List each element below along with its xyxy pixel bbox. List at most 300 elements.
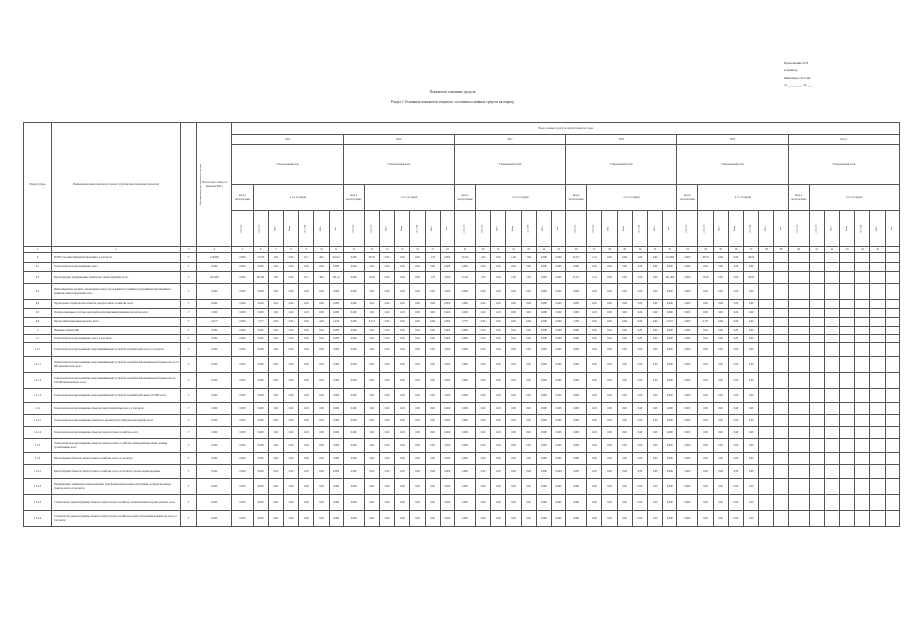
cell-value: 0,000 <box>343 284 364 300</box>
cell-value: 0,00 <box>395 309 410 318</box>
header-label: млн руб. <box>592 224 595 234</box>
cell-value: 0,00 <box>364 327 379 335</box>
commissioning-subheader: ввод в эксплуатацию <box>343 185 364 211</box>
plan-header: Утвержденный план <box>343 145 454 185</box>
cell-value: 0,000 <box>197 439 232 453</box>
leaf-header <box>253 211 268 247</box>
cell-value: 0,000 <box>663 439 677 453</box>
cell-value: 0,00 <box>713 335 728 343</box>
cell-value: 0,000 <box>677 343 698 357</box>
cell-value: 0,00 <box>475 453 490 465</box>
cell-value <box>788 343 809 357</box>
cell-value: 0,000 <box>232 415 253 427</box>
cell-value <box>774 300 788 309</box>
cell-value: 0,000 <box>253 495 268 511</box>
cell-value: 0,00 <box>314 495 329 511</box>
cell-value: 0,00 <box>410 427 425 439</box>
cell-value: 0,000 <box>343 309 364 318</box>
cell-value: 0,00 <box>379 263 394 272</box>
table-row <box>24 327 900 335</box>
cell-value <box>774 357 788 373</box>
cell-value: 0,000 <box>536 373 551 389</box>
cell-value: 0,00 <box>395 403 410 415</box>
cell-value: 0,00 <box>744 357 759 373</box>
cell-value <box>840 495 855 511</box>
cell-value <box>809 335 824 343</box>
cell-value: 0,00 <box>283 327 298 335</box>
cell-value: 0,000 <box>536 453 551 465</box>
cell-value <box>855 439 870 453</box>
cell-value: 0,00 <box>314 403 329 415</box>
cell-value <box>759 453 774 465</box>
cell-value: 0,000 <box>329 453 343 465</box>
cell-value: 0,00 <box>475 495 490 511</box>
cell-value: 0,000 <box>566 309 587 318</box>
cell-value <box>855 465 870 479</box>
cell-value: 0,000 <box>677 403 698 415</box>
cell-value <box>885 343 899 357</box>
cell-value: 0,00 <box>587 465 602 479</box>
cell-value: 0,00 <box>617 318 632 327</box>
column-number: 1 <box>24 247 52 253</box>
cell-value <box>885 272 899 284</box>
leaf-header <box>788 211 809 247</box>
cell-value: 0,000 <box>440 335 454 343</box>
row-name: Технологическое присоединение энергопринимающих устройств потребителей, всего, в том числе: <box>52 343 181 357</box>
cell-value: 0,00 <box>602 335 617 343</box>
cell-value: 0,00 <box>713 403 728 415</box>
cell-value: 0,00 <box>506 357 521 373</box>
cell-value: 1,000 <box>566 318 587 327</box>
cell-value: 0,00 <box>475 511 490 527</box>
leaf-header <box>440 211 454 247</box>
column-number: 43 <box>840 247 855 253</box>
cell-value: 0,00 <box>314 415 329 427</box>
cell-value: 0,00 <box>521 495 536 511</box>
cell-value: 0,000 <box>663 495 677 511</box>
cell-value: 0,000 <box>536 263 551 272</box>
cell-value: 0,000 <box>232 309 253 318</box>
cell-value <box>759 318 774 327</box>
cell-value: 1,00 <box>506 272 521 284</box>
header-label: МВт <box>496 226 499 232</box>
cell-value: 0,000 <box>552 318 566 327</box>
cell-value: 0,000 <box>253 300 268 309</box>
table-row <box>24 389 900 403</box>
cell-value: 0,000 <box>454 479 475 495</box>
cell-value: 1,03 <box>475 253 490 263</box>
cell-value: 0,000 <box>232 263 253 272</box>
cell-value <box>855 357 870 373</box>
cell-value: 0,00 <box>283 318 298 327</box>
cell-value <box>870 335 885 343</box>
row-name: Технологическое присоединение, всего, в том числе: <box>52 335 181 343</box>
cell-value <box>809 403 824 415</box>
cell-value: 0,00 <box>506 318 521 327</box>
row-number: 0.2 <box>24 272 52 284</box>
cell-value: 0,00 <box>491 495 506 511</box>
cell-value: 0,000 <box>253 357 268 373</box>
cell-value: 0,00 <box>728 335 743 343</box>
cell-value: 0,00 <box>314 327 329 335</box>
table-row <box>24 357 900 373</box>
cell-value: 0,00 <box>410 495 425 511</box>
row-number: 1.1.1.3 <box>24 389 52 403</box>
cell-value: 0,00 <box>713 284 728 300</box>
cell-value: 0,00 <box>425 300 440 309</box>
cell-value: 0,00 <box>617 263 632 272</box>
cell-value <box>824 284 839 300</box>
cell-value: 0,00 <box>587 335 602 343</box>
cell-value: 0,00 <box>364 453 379 465</box>
cell-value <box>870 511 885 527</box>
column-number: 28 <box>602 247 617 253</box>
cell-value: 0,00 <box>648 357 663 373</box>
cell-value: 0,00 <box>314 300 329 309</box>
cell-value: 0,00 <box>713 318 728 327</box>
table-row <box>24 318 900 327</box>
cell-value: 0,000 <box>677 495 698 511</box>
commissioning-subheader: ввод в эксплуатацию <box>232 185 253 211</box>
cell-value: 0,00 <box>283 253 298 263</box>
leaf-header <box>475 211 490 247</box>
cell-value: 40,00 <box>744 253 759 263</box>
cell-value <box>809 427 824 439</box>
cell-value <box>870 263 885 272</box>
cell-value: 0,00 <box>506 479 521 495</box>
cell-value: 0,00 <box>299 511 314 527</box>
row-id: Г <box>180 495 196 511</box>
page-subtitle: Раздел 1 Основные показатели текущего состояния основных средств на период <box>390 100 515 104</box>
cell-value <box>774 453 788 465</box>
cell-value: 0,00 <box>587 357 602 373</box>
cell-value: 0,000 <box>536 403 551 415</box>
cell-value <box>788 479 809 495</box>
header-label: млн руб. <box>240 224 243 234</box>
header-label: млн руб. <box>815 224 818 234</box>
table-row <box>24 343 900 357</box>
cell-value: 0,00 <box>521 263 536 272</box>
cell-value: 0,00 <box>521 327 536 335</box>
cell-value: 0,00 <box>602 253 617 263</box>
cell-value <box>840 465 855 479</box>
cell-value: 0,00 <box>617 479 632 495</box>
cell-value: 0,00 <box>299 427 314 439</box>
year-header: 2029 <box>677 135 788 145</box>
leaf-header <box>677 211 698 247</box>
col-cost-header: Прогнозная стоимость (включая НДС) <box>197 123 232 247</box>
cell-value: 0,00 <box>364 284 379 300</box>
cell-value <box>824 253 839 263</box>
cell-value: 0,00 <box>713 373 728 389</box>
cell-value: 0,000 <box>343 427 364 439</box>
cell-value: 0,00 <box>521 309 536 318</box>
cell-value: 0,00 <box>632 415 647 427</box>
cell-value: 0,00 <box>299 465 314 479</box>
cell-value: 0,00 <box>283 465 298 479</box>
column-number: 42 <box>824 247 839 253</box>
cell-value: 0,00 <box>268 415 283 427</box>
cell-value: 0,00 <box>491 389 506 403</box>
cell-value: 0,00 <box>364 263 379 272</box>
table-row <box>24 263 900 272</box>
cell-value: 0,00 <box>475 357 490 373</box>
cell-value: 0,000 <box>566 343 587 357</box>
cell-value: 0,000 <box>663 389 677 403</box>
cell-value <box>824 465 839 479</box>
cell-value: 0,00 <box>395 389 410 403</box>
leaf-header <box>283 211 298 247</box>
cell-value: 0,00 <box>395 327 410 335</box>
plan-header: Утвержденный план <box>454 145 565 185</box>
cell-value: 0,00 <box>648 389 663 403</box>
table-row <box>24 511 900 527</box>
commissioning-subheader: ввод в эксплуатацию <box>454 185 475 211</box>
cell-value <box>809 318 824 327</box>
cell-value: 0,00 <box>395 357 410 373</box>
cell-value: 0,000 <box>536 253 551 263</box>
cell-value: 0,000 <box>454 511 475 527</box>
cell-value: 0,000 <box>440 300 454 309</box>
cell-value: 0,00 <box>698 343 713 357</box>
cell-value: 0,000 <box>566 389 587 403</box>
cell-value: 0,00 <box>268 318 283 327</box>
cell-value: 0,00 <box>648 263 663 272</box>
row-name: Прочие инвестиционные проекты, всего <box>52 318 181 327</box>
row-number: 1.1.2 <box>24 403 52 415</box>
cell-value: 0,00 <box>314 511 329 527</box>
cell-value: 0,000 <box>343 357 364 373</box>
cell-value <box>788 427 809 439</box>
cell-value: 0,000 <box>677 373 698 389</box>
cell-value: 0,00 <box>379 465 394 479</box>
cell-value: 0,000 <box>197 389 232 403</box>
cell-value: 0,000 <box>329 309 343 318</box>
cell-value: 74,56 <box>698 272 713 284</box>
header-label: Мвар <box>845 226 848 232</box>
cell-value: 0,00 <box>410 465 425 479</box>
row-name: Прочее новое строительство объектов электросетевого хозяйства, всего <box>52 300 181 309</box>
cell-value <box>855 263 870 272</box>
cell-value: 0,00 <box>617 300 632 309</box>
cell-value: 0,000 <box>329 479 343 495</box>
table-row <box>24 284 900 300</box>
row-number: 1.1.1 <box>24 343 52 357</box>
cell-value: 0,00 <box>425 439 440 453</box>
row-id: Г <box>180 253 196 263</box>
cell-value: 0,00 <box>648 465 663 479</box>
cell-value: 0,00 <box>314 479 329 495</box>
cell-value <box>870 465 885 479</box>
cell-value: 0,00 <box>410 479 425 495</box>
cell-value: 0,000 <box>329 439 343 453</box>
header-label: км ЛЭП <box>860 225 863 233</box>
cell-value: 6,137 <box>364 318 379 327</box>
cell-value: 0,000 <box>232 495 253 511</box>
cell-value: 0,00 <box>364 415 379 427</box>
cell-value: 0,00 <box>648 415 663 427</box>
cell-value: 0,00 <box>617 389 632 403</box>
cell-value: 0,00 <box>728 343 743 357</box>
cell-value: 0,000 <box>329 495 343 511</box>
cell-value: 0,00 <box>299 343 314 357</box>
row-number: 1.1.4.4 <box>24 511 52 527</box>
row-name: Технологическое присоединение энергопринимающих устройств потребителей максимальной мощностью до 15 кВт включительно, всего <box>52 357 181 373</box>
cell-value: 0,000 <box>677 511 698 527</box>
row-id: Г <box>180 263 196 272</box>
row-number: 0.1 <box>24 263 52 272</box>
header-label: Мвар <box>289 226 292 232</box>
cell-value <box>840 263 855 272</box>
row-number: 1.1.1.2 <box>24 373 52 389</box>
cell-value: 0,00 <box>728 300 743 309</box>
cell-value <box>870 284 885 300</box>
cell-value: 214,906 <box>663 253 677 263</box>
cell-value: 0,000 <box>329 389 343 403</box>
cell-value <box>809 263 824 272</box>
cell-value <box>774 284 788 300</box>
cell-value: 0,00 <box>506 373 521 389</box>
cell-value: 0,00 <box>299 389 314 403</box>
cell-value: 0,00 <box>268 389 283 403</box>
cell-value <box>824 318 839 327</box>
cell-value: 11,431 <box>454 272 475 284</box>
row-id: Г <box>180 357 196 373</box>
cell-value: 0,00 <box>506 284 521 300</box>
cell-value <box>809 465 824 479</box>
cell-value <box>759 272 774 284</box>
column-number: 10 <box>314 247 329 253</box>
cell-value: 0,00 <box>299 300 314 309</box>
cell-value: 0,00 <box>713 479 728 495</box>
cell-value: 0,000 <box>454 357 475 373</box>
column-number: 29 <box>617 247 632 253</box>
cell-value <box>759 263 774 272</box>
cell-value: 0,000 <box>454 439 475 453</box>
cell-value: 0,000 <box>197 479 232 495</box>
cell-value: 0,00 <box>602 389 617 403</box>
cell-value: 0,00 <box>379 300 394 309</box>
cell-value: 0,00 <box>506 300 521 309</box>
cell-value: 0,00 <box>379 272 394 284</box>
cell-value: 0,00 <box>425 343 440 357</box>
column-number: 34 <box>698 247 713 253</box>
cell-value: 0,00 <box>364 373 379 389</box>
cell-value: 0,00 <box>395 272 410 284</box>
column-number: 38 <box>759 247 774 253</box>
cell-value: 0,000 <box>232 327 253 335</box>
cell-value: 0,000 <box>552 511 566 527</box>
cell-value: 0,00 <box>713 415 728 427</box>
cell-value <box>840 272 855 284</box>
row-id: Г <box>180 272 196 284</box>
row-id: Г <box>180 479 196 495</box>
cell-value: 0,000 <box>329 327 343 335</box>
cell-value: 0,000 <box>536 272 551 284</box>
cell-value: 0,00 <box>698 373 713 389</box>
cell-value: 0,00 <box>617 427 632 439</box>
cell-value: 74,56 <box>364 272 379 284</box>
row-number: 1.1.2.1 <box>24 415 52 427</box>
column-number: 2 <box>52 247 181 253</box>
cell-value: 0,00 <box>475 465 490 479</box>
cell-value <box>885 327 899 335</box>
leaf-header <box>552 211 566 247</box>
cell-value: 0,00 <box>299 309 314 318</box>
cell-value: 0,00 <box>475 479 490 495</box>
cell-value: 0,00 <box>425 284 440 300</box>
leaf-header <box>870 211 885 247</box>
cell-value: 0,00 <box>491 403 506 415</box>
cell-value: 0,00 <box>379 453 394 465</box>
leaf-header <box>759 211 774 247</box>
row-number: 1.1.4.3 <box>24 495 52 511</box>
cell-value <box>788 465 809 479</box>
cell-value: 0,00 <box>617 373 632 389</box>
cell-value: 0,00 <box>587 373 602 389</box>
cell-value: 0,000 <box>232 389 253 403</box>
leaf-header <box>491 211 506 247</box>
cell-value <box>774 318 788 327</box>
cell-value: 0,00 <box>395 511 410 527</box>
cell-value: 0,00 <box>379 357 394 373</box>
cell-value: 0,000 <box>232 253 253 263</box>
cell-value: 0,000 <box>663 357 677 373</box>
leaf-header <box>395 211 410 247</box>
cell-value: 0,000 <box>536 357 551 373</box>
cell-value: 0,00 <box>602 318 617 327</box>
cell-value: 0,000 <box>663 373 677 389</box>
cell-value <box>855 335 870 343</box>
cell-value: 0,00 <box>491 335 506 343</box>
cell-value: 0,00 <box>648 439 663 453</box>
cell-value: 0,00 <box>728 389 743 403</box>
header-label: км ЛЭП <box>304 225 307 233</box>
header-label: Мвар <box>734 226 737 232</box>
cell-value: 0,00 <box>506 439 521 453</box>
cell-value: 0,000 <box>677 415 698 427</box>
header-label: млн руб. <box>796 224 799 234</box>
cell-value: 0,00 <box>728 263 743 272</box>
cell-value: 0,00 <box>425 309 440 318</box>
cell-value: 0,00 <box>283 284 298 300</box>
cell-value <box>809 373 824 389</box>
cell-value: 0,00 <box>521 389 536 403</box>
table-row <box>24 403 900 415</box>
column-number: 23 <box>521 247 536 253</box>
leaf-header <box>329 211 343 247</box>
cell-value: 0,00 <box>395 335 410 343</box>
cell-value <box>840 439 855 453</box>
cell-value: 0,00 <box>521 465 536 479</box>
cell-value: 0,000 <box>536 335 551 343</box>
cell-value: 0,000 <box>343 263 364 272</box>
cell-value: 0,00 <box>491 511 506 527</box>
row-number: 1.1.4 <box>24 453 52 465</box>
cell-value: 0,00 <box>379 495 394 511</box>
cell-value: 0,00 <box>602 465 617 479</box>
cell-value <box>759 511 774 527</box>
cell-value: 0,000 <box>536 479 551 495</box>
cell-value: 0,00 <box>744 479 759 495</box>
cell-value: 0,00 <box>425 373 440 389</box>
cell-value: 0,000 <box>552 439 566 453</box>
cell-value: 0,00 <box>364 403 379 415</box>
cell-value: 0,000 <box>197 284 232 300</box>
cell-value: 0,000 <box>536 309 551 318</box>
cell-value <box>840 335 855 343</box>
cell-value <box>759 479 774 495</box>
